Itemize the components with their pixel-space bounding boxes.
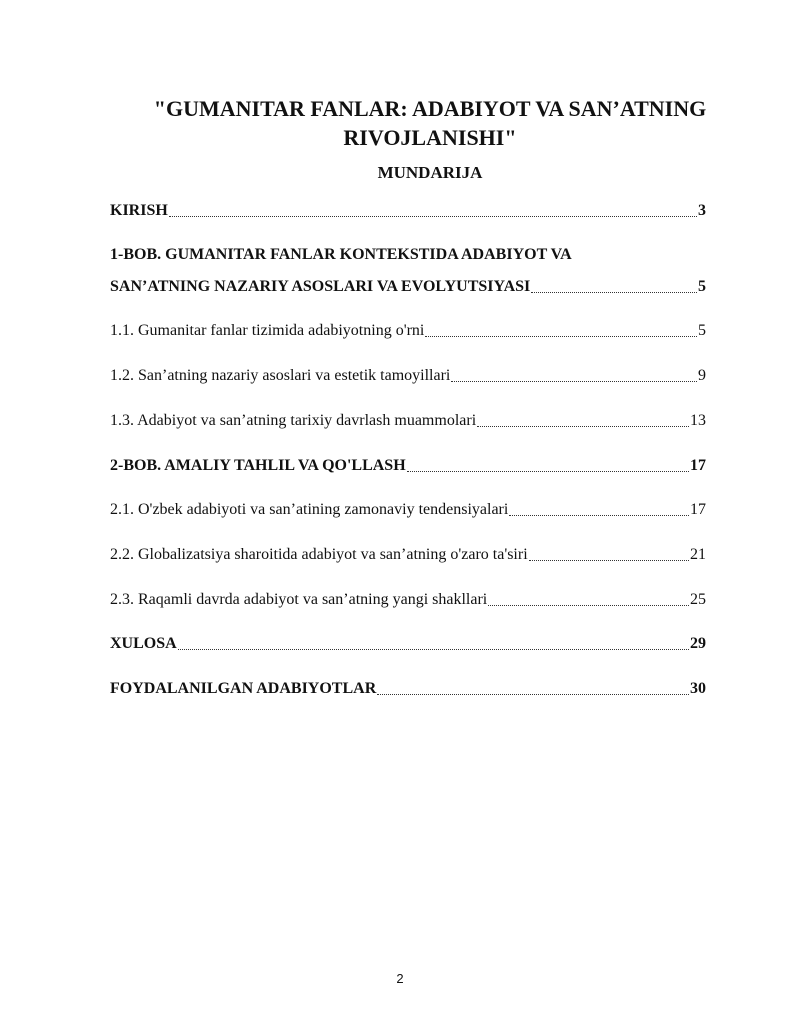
page-number: 2 [396,971,404,986]
toc-entry-section-1-2[interactable] [110,366,706,386]
toc-entry-label: 2-BOB. AMALIY TAHLIL VA QO'LLASH [110,457,406,474]
toc-entry-intro[interactable] [110,201,706,221]
toc-entry-section-2-1[interactable] [110,500,706,520]
dot-leader [451,380,697,382]
dot-leader [488,604,689,606]
toc-entry-section-2-3[interactable] [110,590,706,610]
toc-entry-page: 3 [698,202,706,219]
toc-entry-label: 1.2. San’atning nazariy asoslari va estetik tamoyillari [110,367,451,384]
toc-entry-label: 1.1. Gumanitar fanlar tizimida adabiyotning o'rni [110,322,425,339]
toc-entry-label: 2.1. O'zbek adabiyoti va san’atining zamonaviy tendensiyalari [110,501,509,518]
toc-entry-chapter1[interactable] [110,277,706,297]
toc-entry-page: 13 [690,412,706,429]
toc-entry-label: 2.2. Globalizatsiya sharoitida adabiyot va san’atning o'zaro ta'siri [110,546,528,563]
toc-entry-section-1-1[interactable] [110,321,706,341]
toc-entry-section-1-3[interactable] [110,411,706,431]
dot-leader [377,693,689,695]
toc-entry-references[interactable] [110,679,706,699]
toc-entry-page: 29 [690,635,706,652]
toc-entry-page: 17 [690,501,706,518]
toc-entry-chapter1-line1[interactable]: 1-BOB. GUMANITAR FANLAR KONTEKSTIDA ADABIYOT VA [110,246,572,263]
toc-entry-label: 2.3. Raqamli davrda adabiyot va san’atning yangi shakllari [110,591,488,608]
toc-entry-section-2-2[interactable] [110,545,706,565]
document-title-line-2: RIVOJLANISHI" [343,125,517,150]
dot-leader [407,470,689,472]
dot-leader [509,514,689,516]
toc-entry-page: 9 [698,367,706,384]
toc-entry-label: 1.3. Adabiyot va san’atning tarixiy davrlash muammolari [110,412,477,429]
toc-entry-label: SAN’ATNING NAZARIY ASOSLARI VA EVOLYUTSIYASI [110,278,531,295]
toc-entry-page: 5 [698,278,706,295]
dot-leader [477,425,689,427]
toc-entry-page: 21 [690,546,706,563]
toc-heading: MUNDARIJA [377,163,483,182]
toc-entry-label: FOYDALANILGAN ADABIYOTLAR [110,680,377,697]
dot-leader [425,335,697,337]
document-title [110,94,750,152]
toc-entry-label: XULOSA [110,635,177,652]
toc-entry-page: 25 [690,591,706,608]
dot-leader [169,215,697,217]
toc-entry-conclusion[interactable] [110,634,706,654]
toc-entry-page: 17 [690,457,706,474]
toc-entry-page: 5 [698,322,706,339]
document-title-line-1: "GUMANITAR FANLAR: ADABIYOT VA SAN’ATNING [153,96,707,121]
dot-leader [531,291,697,293]
toc-entry-label: KIRISH [110,202,168,219]
toc-entry-page: 30 [690,680,706,697]
dot-leader [529,559,689,561]
toc-entry-chapter2[interactable] [110,456,706,476]
dot-leader [178,648,689,650]
